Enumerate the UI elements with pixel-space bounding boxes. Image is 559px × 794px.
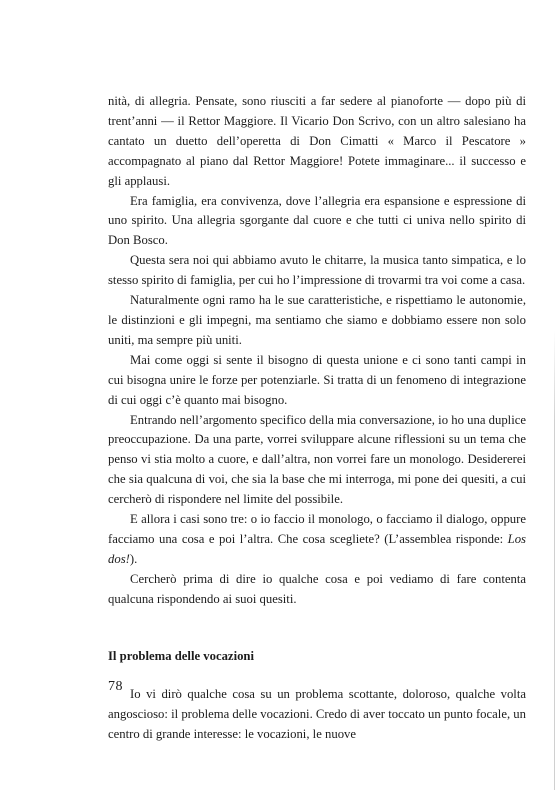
paragraph-quesiti: Cercherò prima di dire io qualche cosa e poi vediamo di fare contenta qualcuna rispondendo ai suoi quesiti. <box>108 571 526 606</box>
paragraph-chitarre: Questa sera noi qui abbiamo avuto le chitarre, la musica tanto simpatica, e lo stesso spirito di famiglia, per cui ho l’impressione di trovarmi tra voi come a casa. <box>108 253 526 288</box>
paragraph-autonomie: Naturalmente ogni ramo ha le sue caratteristiche, e rispettiamo le autonomie, le distinzioni e gli impegni, ma sentiamo che siamo e dobbiamo essere non solo uniti, ma sempre più uniti. <box>108 293 526 347</box>
paragraph-dialogo <box>108 510 526 570</box>
scan-edge-shadow <box>554 330 555 790</box>
paragraph-continued: nità, di allegria. Pensate, sono riusciti a far sedere al pianoforte — dopo più di trent’anni — il Rettor Maggiore. Il Vicario Don Scrivo, con un altro salesiano ha cantato un duetto dell’operetta di Don Cimatti « Marco il Pescatore » accompagnato al piano dal Rettor Maggiore! Potete immaginare... il successo e gli applausi. <box>108 94 526 188</box>
dialogo-text: E allora i casi sono tre: o io faccio il monologo, o facciamo il dialogo, oppure facciamo una cosa e poi l’altra. Che cosa scegliete? (L’assemblea risponde: <box>108 512 526 546</box>
section-heading: Il problema delle vocazioni <box>108 648 255 663</box>
page-number: 78 <box>108 679 123 694</box>
paragraph-unione: Mai come oggi si sente il bisogno di questa unione e ci sono tanti campi in cui bisogna unire le forze per potenziarle. Si tratta di un fenomeno di integrazione di cui oggi c’è quanto mai bisogno. <box>108 352 526 407</box>
page-body <box>108 92 526 745</box>
dialogo-text-end: ). <box>129 551 138 566</box>
paragraph-argomento: Entrando nell’argomento specifico della mia conversazione, io ho una duplice preoccupazione. Da una parte, vorrei sviluppare alcune riflessioni su un tema che penso vi stia molto a cuore, e dall’altra, non vorrei fare un monologo. Desidererei che sia qualcuna di voi, che sia la base che mi interroga, mi pone dei quesiti, a cui cercherò di rispondere nel limite del possibile. <box>108 412 526 507</box>
paragraph-vocazioni: Io vi dirò qualche cosa su un problema scottante, doloroso, qualche volta angoscioso: il problema delle vocazioni. Credo di aver toccato un punto focale, un centro di grande interesse: le vocazioni, le nuove <box>108 687 526 742</box>
paragraph-famiglia: Era famiglia, era convivenza, dove l’allegria era espansione e espressione di uno spirito. Una allegria sgorgante dal cuore e che tutti ci univa nello spirito di Don Bosco. <box>108 193 526 248</box>
dialogo-italic-response: Los dos! <box>108 531 526 566</box>
